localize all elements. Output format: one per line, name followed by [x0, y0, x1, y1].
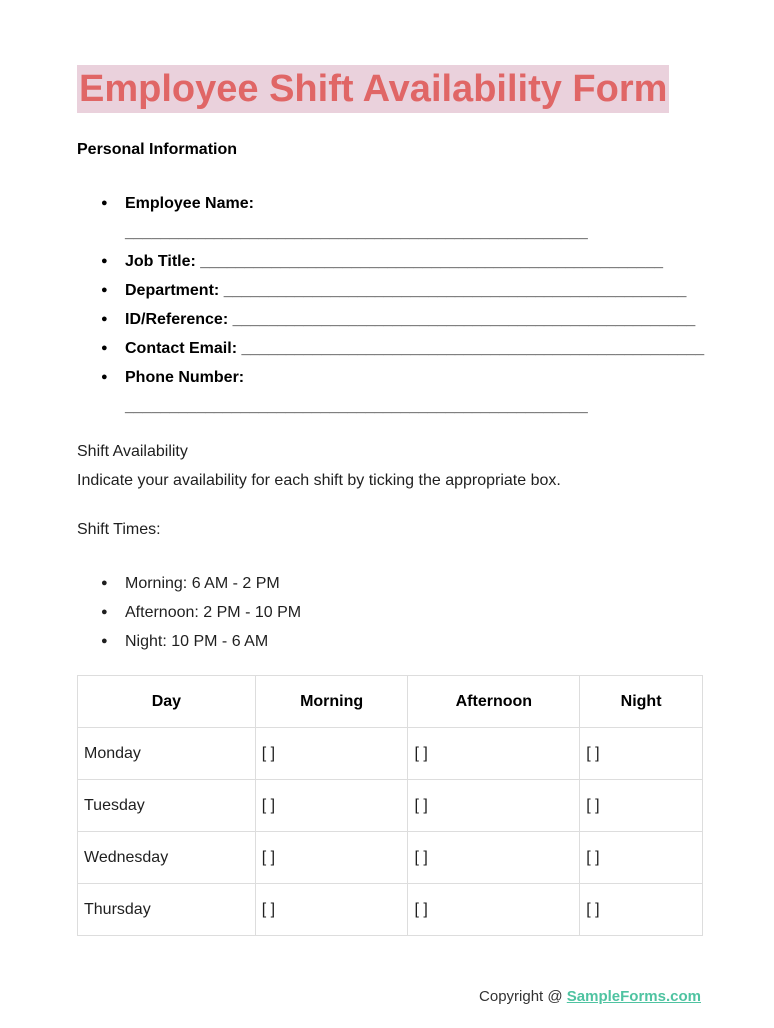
header-night: Night — [580, 676, 703, 728]
field-department — [77, 276, 704, 305]
bullet-icon: ● — [101, 342, 108, 354]
field-contact-email — [77, 334, 704, 363]
shift-availability-heading: Shift Availability — [77, 443, 188, 460]
bullet-icon: ● — [101, 255, 108, 267]
shift-instructions: Indicate your availability for each shift by ticking the appropriate box. — [77, 472, 561, 489]
shift-time-item — [77, 627, 301, 656]
field-blank-line[interactable]: ____________________________________________________ — [125, 224, 588, 241]
bullet-icon: ● — [101, 606, 108, 618]
field-employee-name — [77, 189, 704, 247]
afternoon-checkbox[interactable]: [ ] — [408, 832, 580, 884]
field-blank-line[interactable]: ____________________________________________________ — [223, 282, 687, 299]
header-morning: Morning — [255, 676, 408, 728]
bullet-icon: ● — [101, 635, 108, 647]
bullet-icon: ● — [101, 577, 108, 589]
table-row — [78, 832, 703, 884]
brand-link[interactable]: SampleForms.com — [566, 988, 701, 1005]
bullet-icon: ● — [101, 371, 108, 383]
field-blank-line[interactable]: ____________________________________________________ — [125, 398, 588, 415]
field-blank-line[interactable]: ____________________________________________________ — [241, 340, 705, 357]
shift-times-list — [77, 569, 301, 656]
shift-time-text: Afternoon: 2 PM - 10 PM — [125, 604, 302, 621]
table-header-row — [78, 676, 703, 728]
field-label: Phone Number: — [125, 369, 245, 386]
morning-checkbox[interactable]: [ ] — [255, 728, 408, 780]
bullet-icon: ● — [101, 313, 108, 325]
table-row — [78, 884, 703, 936]
personal-info-heading: Personal Information — [77, 141, 238, 158]
field-blank-line[interactable]: ____________________________________________________ — [232, 311, 696, 328]
table-row — [78, 780, 703, 832]
day-cell: Wednesday — [78, 832, 256, 884]
field-label: ID/Reference: — [125, 311, 229, 328]
morning-checkbox[interactable]: [ ] — [255, 884, 408, 936]
availability-table — [77, 675, 703, 936]
field-label: Department: — [125, 282, 220, 299]
field-phone-number — [77, 363, 704, 421]
night-checkbox[interactable]: [ ] — [580, 832, 703, 884]
night-checkbox[interactable]: [ ] — [580, 884, 703, 936]
bullet-icon: ● — [101, 284, 108, 296]
day-cell: Thursday — [78, 884, 256, 936]
shift-time-item — [77, 598, 301, 627]
bullet-icon: ● — [101, 197, 108, 209]
field-label: Job Title: — [125, 253, 196, 270]
page-title: Employee Shift Availability Form — [77, 65, 669, 113]
afternoon-checkbox[interactable]: [ ] — [408, 780, 580, 832]
table-row — [78, 728, 703, 780]
day-cell: Tuesday — [78, 780, 256, 832]
morning-checkbox[interactable]: [ ] — [255, 832, 408, 884]
afternoon-checkbox[interactable]: [ ] — [408, 884, 580, 936]
footer-copyright — [479, 988, 701, 1005]
shift-time-text: Night: 10 PM - 6 AM — [125, 633, 269, 650]
field-label: Employee Name: — [125, 195, 254, 212]
shift-times-label: Shift Times: — [77, 521, 161, 538]
header-afternoon: Afternoon — [408, 676, 580, 728]
header-day: Day — [78, 676, 256, 728]
field-job-title — [77, 247, 704, 276]
field-blank-line[interactable]: ____________________________________________________ — [200, 253, 663, 270]
night-checkbox[interactable]: [ ] — [580, 780, 703, 832]
field-label: Contact Email: — [125, 340, 238, 357]
shift-time-text: Morning: 6 AM - 2 PM — [125, 575, 280, 592]
shift-time-item — [77, 569, 301, 598]
day-cell: Monday — [78, 728, 256, 780]
afternoon-checkbox[interactable]: [ ] — [408, 728, 580, 780]
morning-checkbox[interactable]: [ ] — [255, 780, 408, 832]
personal-info-fields — [77, 189, 704, 421]
field-id-reference — [77, 305, 704, 334]
copyright-prefix: Copyright @ — [479, 988, 567, 1005]
night-checkbox[interactable]: [ ] — [580, 728, 703, 780]
